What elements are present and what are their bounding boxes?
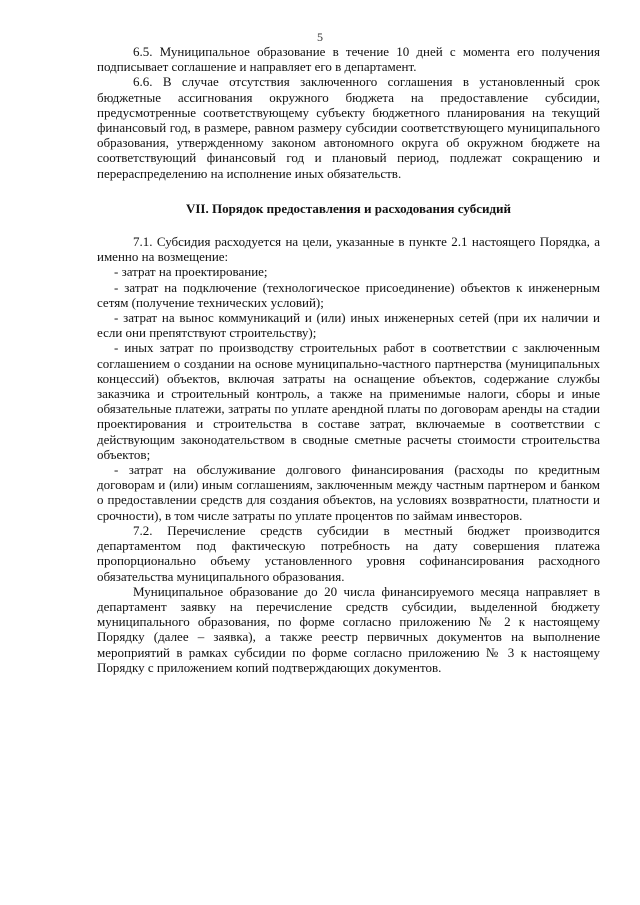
paragraph-7-2: 7.2. Перечисление средств субсидии в местный бюджет производится департаментом под фактическую потребность на дату совершения платежа пропорционально объему установленного уровня софинансирования расходного обязательства муниципального образования. (97, 522, 600, 584)
paragraph-6-5: 6.5. Муниципальное образование в течение 10 дней с момента его получения подписывает соглашение и направляет его в департамент. (97, 44, 600, 75)
list-item: - затрат на вынос коммуникаций и (или) иных инженерных сетей (при их наличии и если они препятствуют строительству); (97, 310, 600, 341)
paragraph-7-1: 7.1. Субсидия расходуется на цели, указанные в пункте 2.1 настоящего Порядка, а именно на возмещение: (97, 234, 600, 265)
list-item: - иных затрат по производству строительных работ в соответствии с заключенным соглашением о создании на основе муниципально-частного партнерства (муниципальных концессий) объектов, включая затраты на оснащение объектов, содержание службы заказчика и строительный контроль, а также на применимые налоги, сборы и иные обязательные платежи, затраты по уплате арендной платы по договорам аренды на стадии проектирования и строительства в составе затрат, включаемые в соответствии с действующим законодательством в сводные сметные расчеты стоимости строительства объектов; (97, 340, 600, 462)
page-number: 5 (317, 30, 323, 44)
list-item: - затрат на подключение (технологическое присоединение) объектов к инженерным сетям (получение технических условий); (97, 279, 600, 310)
section-heading: VII. Порядок предоставления и расходования субсидий (185, 200, 512, 216)
document-body (97, 44, 600, 675)
paragraph-application: Муниципальное образование до 20 числа финансируемого месяца направляет в департамент заявку на перечисление средств субсидии, выделенной бюджету муниципального образования, по форме согласно приложению № 2 к настоящему Порядку (далее – заявка), а также реестр первичных документов на выполнение мероприятий в рамках субсидии по форме согласно приложению № 3 к настоящему Порядку с приложением копий подтверждающих документов. (97, 583, 600, 675)
list-item: - затрат на обслуживание долгового финансирования (расходы по кредитным договорам и (или) иным соглашениям, заключенным между частным партнером и банком о предоставлении средств для создания объектов, на условиях возвратности, платности и срочности), в том числе затраты по уплате процентов по займам инвесторов. (97, 462, 600, 523)
paragraph-6-6: 6.6. В случае отсутствия заключенного соглашения в установленный срок бюджетные ассигнования окружного бюджета на предоставление субсидии, предусмотренные соответствующему субъекту бюджетного планирования на текущий финансовый год, в размере, равном размеру субсидии соответствующего муниципального образования, утвержденному законом автономного округа об окружном бюджете на соответствующий финансовый год и плановый период, подлежат сокращению и перераспределению на исполнение иных обязательств. (97, 74, 600, 181)
list-item: - затрат на проектирование; (114, 264, 268, 280)
